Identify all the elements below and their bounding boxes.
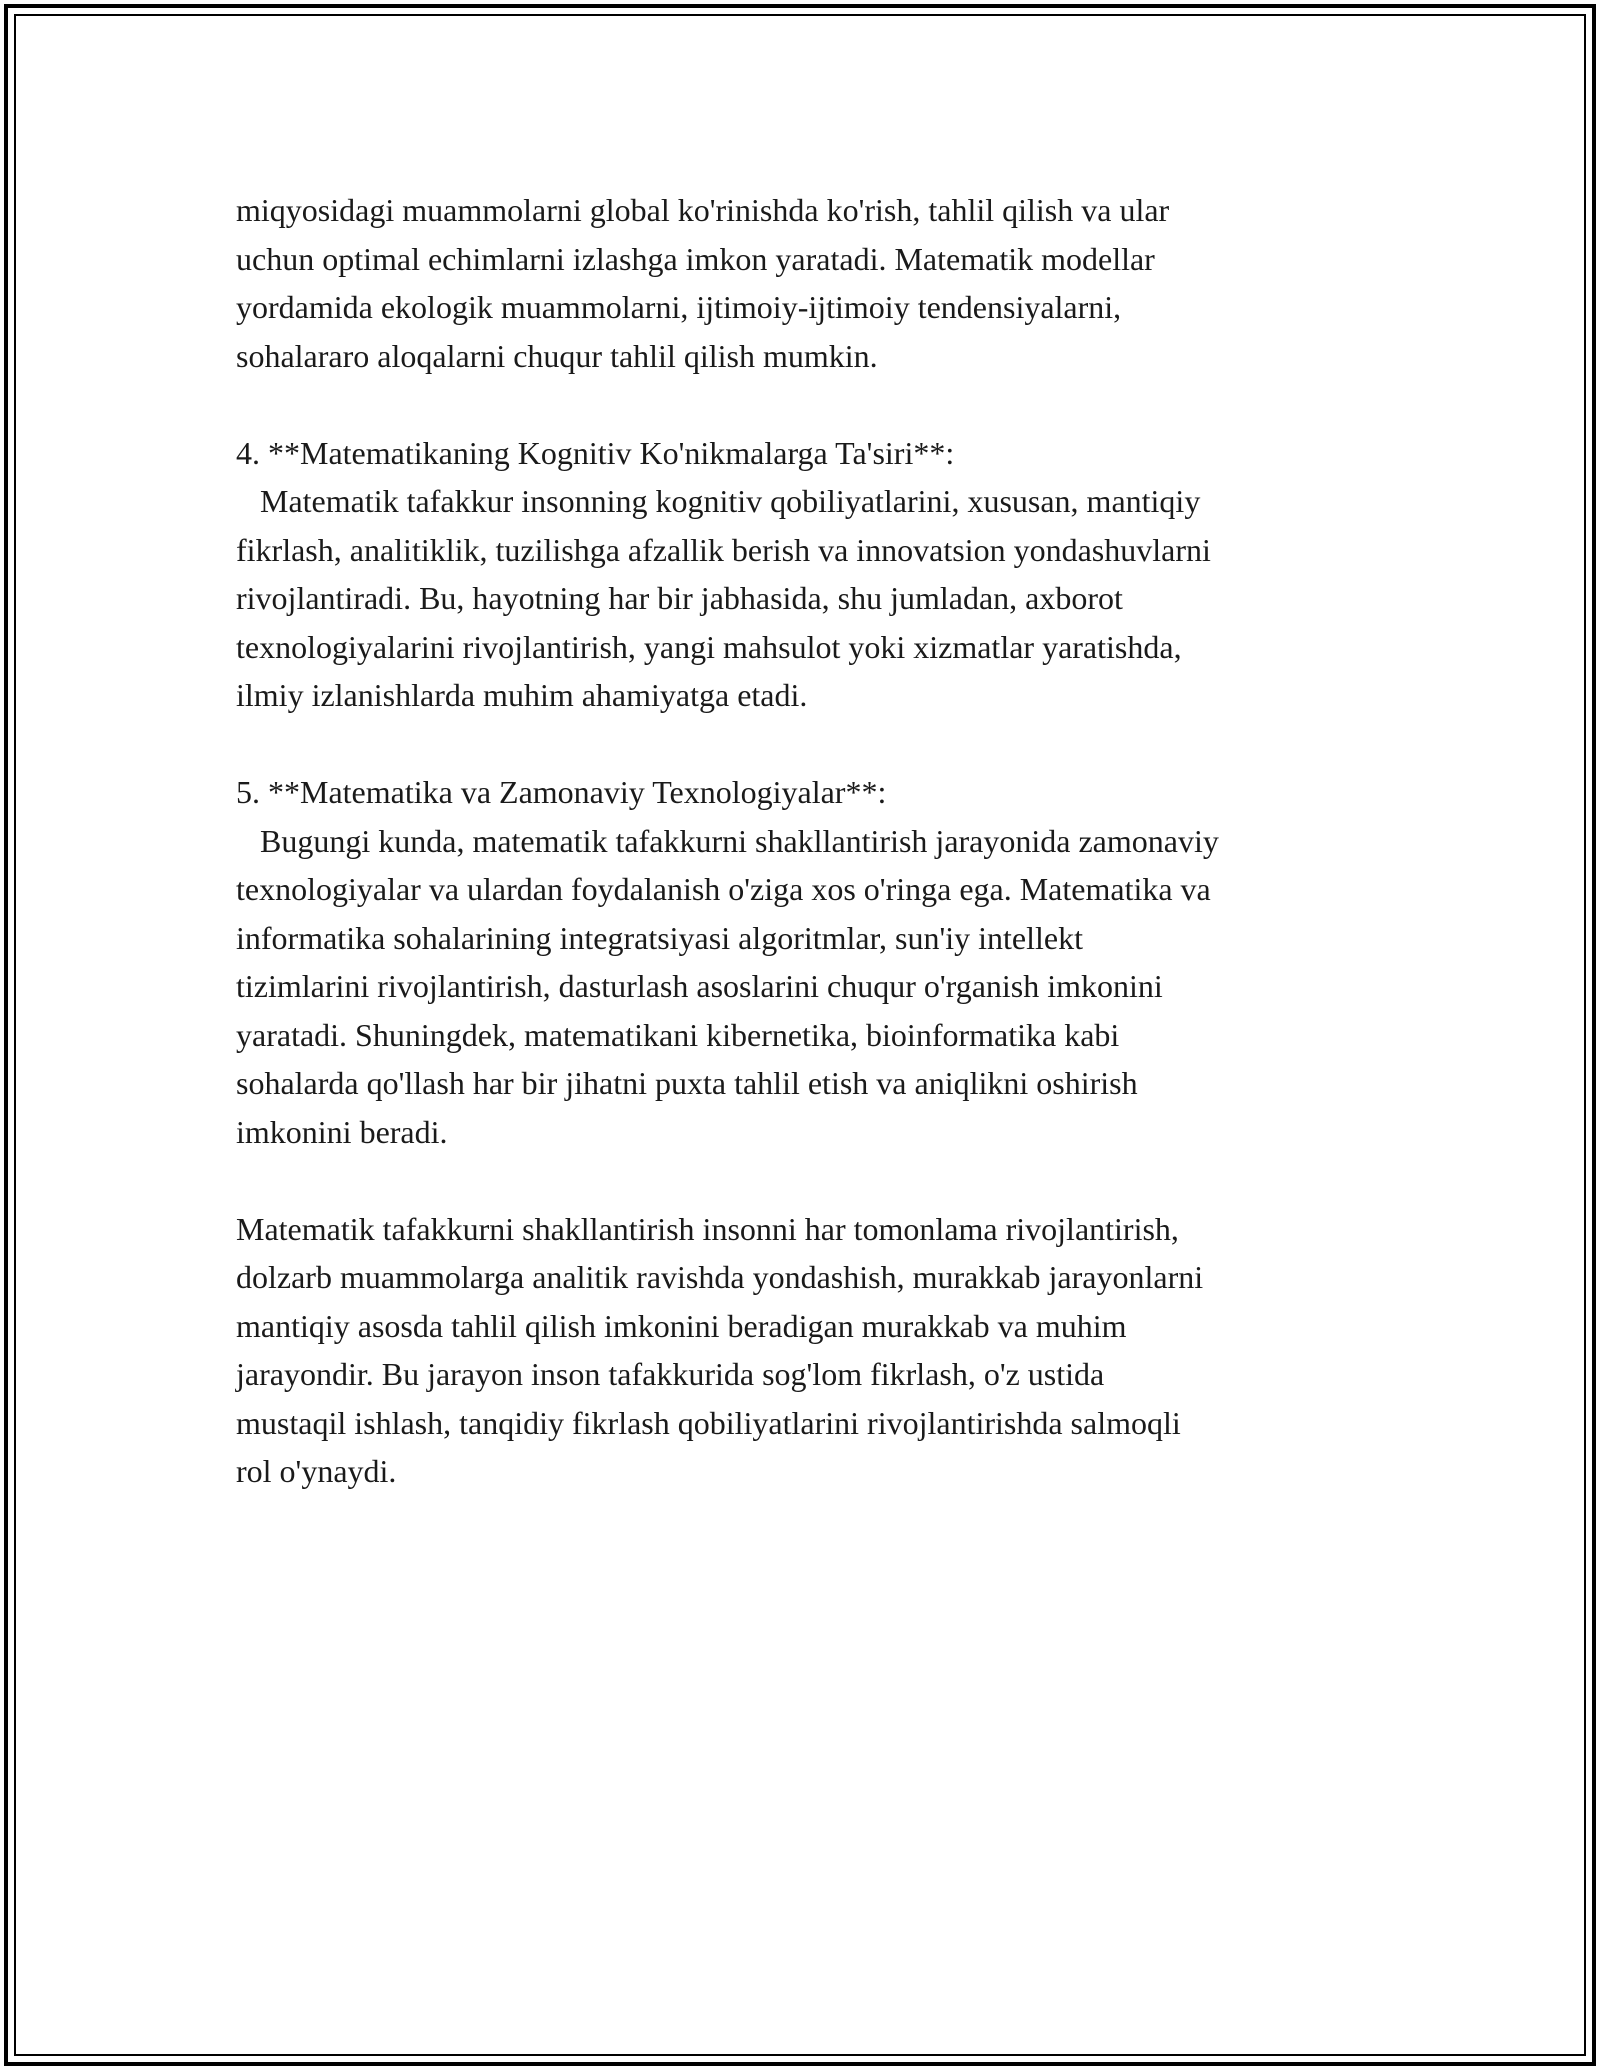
paragraph-gap — [236, 720, 1416, 769]
section-5-body: Bugungi kunda, matematik tafakkurni shakllantirish jarayonida zamonaviy texnologiyalar va ulardan foydalanish o'ziga xos o'ringa ega. Matematika va informatika sohalarining integratsiyasi algoritmlar, sun'iy intellekt tizimlarini rivojlantirish, dasturlash asoslarini chuqur o'rganish imkonini yaratadi. Shuningdek, matematikani kibernetika, bioinformatika kabi sohalarda qo'llash har bir jihatni puxta tahlil etish va aniqlikni oshirish imkonini beradi. — [236, 822, 1219, 1150]
intro-paragraph: miqyosidagi muammolarni global ko'rinishda ko'rish, tahlil qilish va ular uchun optimal echimlarni izlashga imkon yaratadi. Matematik modellar yordamida ekologik muammolarni, ijtimoiy-ijtimoiy tendensiyalarni, sohalararo aloqalarni chuqur tahlil qilish mumkin. — [236, 192, 1170, 374]
paragraph-gap — [236, 380, 1416, 429]
section-4-heading: 4. **Matematikaning Kognitiv Ko'nikmalarga Ta'siri**: — [236, 434, 955, 471]
paragraph-gap — [236, 1156, 1416, 1205]
conclusion-paragraph: Matematik tafakkurni shakllantirish insonni har tomonlama rivojlantirish, dolzarb muammolarga analitik ravishda yondashish, murakkab jarayonlarni mantiqiy asosda tahlil qilish imkonini beradigan murakkab va muhim jarayondir. Bu jarayon inson tafakkurida sog'lom fikrlash, o'z ustida mustaqil ishlash, tanqidiy fikrlash qobiliyatlarini rivojlantirishda salmoqli rol o'ynaydi. — [236, 1210, 1204, 1489]
section-4-body: Matematik tafakkur insonning kognitiv qobiliyatlarini, xususan, mantiqiy fikrlash, analitiklik, tuzilishga afzallik berish va innovatsion yondashuvlarni rivojlantiradi. Bu, hayotning har bir jabhasida, shu jumladan, axborot texnologiyalarini rivojlantirish, yangi mahsulot yoki xizmatlar yaratishda, ilmiy izlanishlarda muhim ahamiyatga etadi. — [236, 483, 1211, 713]
section-5-heading: 5. **Matematika va Zamonaviy Texnologiyalar**: — [236, 774, 887, 810]
document-body — [236, 186, 1416, 1496]
